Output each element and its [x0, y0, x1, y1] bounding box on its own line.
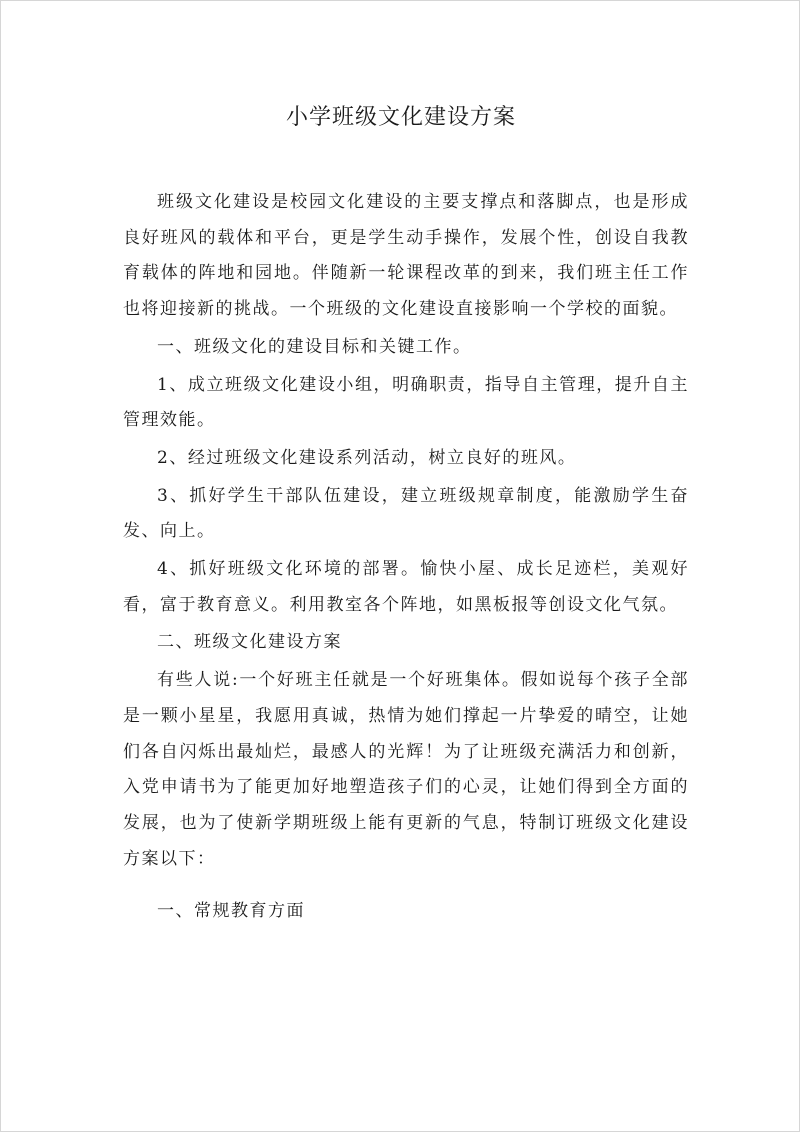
paragraph-plan-intro: 有些人说:一个好班主任就是一个好班集体。假如说每个孩子全部是一颗小星星，我愿用真诚，热情为她们撑起一片挚爱的晴空，让她们各自闪烁出最灿烂，最感人的光辉！为了让班级充满活力和创新，入党申请书为了能更加好地塑造孩子们的心灵，让她们得到全方面的发展，也为了使新学期班级上能有更新的气息，特制订班级文化建设方案以下： — [123, 670, 689, 869]
heading-routine-education: 一、常规教育方面 — [157, 901, 305, 922]
paragraph-item-3: 3、抓好学生干部队伍建设，建立班级规章制度，能激励学生奋发、向上。 — [123, 485, 689, 542]
paragraph-intro: 班级文化建设是校园文化建设的主要支撑点和落脚点，也是形成良好班风的载体和平台，更是学生动手操作，发展个性，创设自我教育载体的阵地和园地。伴随新一轮课程改革的到来，我们班主任工作也将迎接新的挑战。一个班级的文化建设直接影响一个学校的面貌。 — [123, 192, 689, 320]
heading-section-one: 一、班级文化的建设目标和关键工作。 — [157, 336, 472, 357]
paragraph-item-1: 1、成立班级文化建设小组，明确职责，指导自主管理，提升自主管理效能。 — [123, 374, 689, 431]
paragraph-item-4: 4、抓好班级文化环境的部署。愉快小屋、成长足迹栏，美观好看，富于教育意义。利用教室各个阵地，如黑板报等创设文化气氛。 — [123, 559, 689, 615]
heading-section-two: 二、班级文化建设方案 — [157, 632, 342, 653]
paragraph-item-2: 2、经过班级文化建设系列活动，树立良好的班风。 — [157, 447, 577, 468]
document-body — [123, 185, 689, 932]
document-title: 小学班级文化建设方案 — [285, 105, 516, 130]
